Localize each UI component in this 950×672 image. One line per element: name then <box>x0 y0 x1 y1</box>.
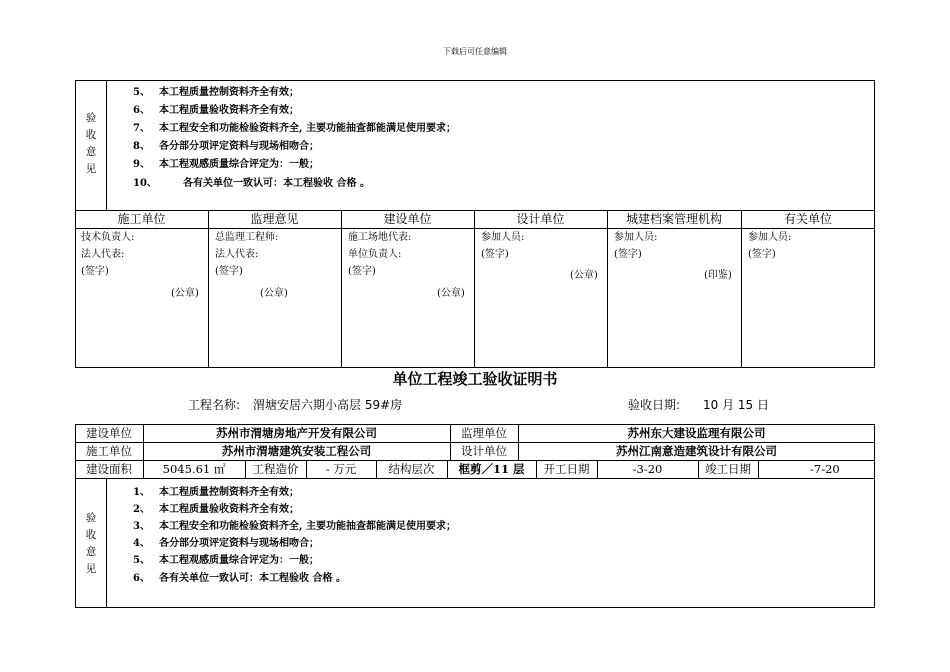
header-note: 下载后可任意编辑 <box>443 47 507 56</box>
upper-opinion-label: 验 收 意 见 <box>85 112 97 175</box>
design-unit: 苏州江南意造建筑设计有限公司 <box>616 444 777 458</box>
seal-label: (公章) <box>260 288 288 299</box>
area-label: 建设面积 <box>86 462 132 476</box>
opinion-item: 1、 本工程质量控制资料齐全有效； <box>133 487 299 498</box>
col-heading-archive: 城建档案管理机构 <box>625 212 722 226</box>
col-heading-related: 有关单位 <box>783 212 832 226</box>
accept-date-label: 验收日期: <box>628 398 681 412</box>
finish-date-label: 竣工日期 <box>705 462 751 476</box>
area-value: 5045.61 ㎡ <box>162 462 226 476</box>
opinion-item: 9、 本工程观感质量综合评定为：一般； <box>133 159 319 170</box>
structure-value: 框剪／11 层 <box>458 462 525 476</box>
signature-fields: 技术负责人: 法人代表: (签字) <box>81 232 135 277</box>
signature-fields: 参加人员: (签字) <box>481 232 525 260</box>
col-heading-construction: 施工单位 <box>117 212 166 226</box>
seal-label: (公章) <box>570 270 598 281</box>
certificate-title: 单位工程竣工验收证明书 <box>392 370 558 388</box>
build-unit-label: 建设单位 <box>86 426 132 440</box>
opinion-item: 5、 本工程观感质量综合评定为：一般； <box>133 555 319 566</box>
opinion-item: 2、 本工程质量验收资料齐全有效； <box>133 504 299 515</box>
structure-label: 结构层次 <box>388 462 435 476</box>
opinion-item: 7、 本工程安全和功能检验资料齐全, 主要功能抽查都能满足使用要求； <box>133 123 456 134</box>
construct-unit-label: 施工单位 <box>86 444 132 458</box>
cost-label: 工程造价 <box>252 462 299 476</box>
cost-value: - 万元 <box>325 462 357 476</box>
project-name: 渭塘安居六期小高层 59#房 <box>253 398 403 412</box>
seal-label: (公章) <box>171 288 199 299</box>
finish-date: -7-20 <box>810 462 840 476</box>
construct-unit: 苏州市渭塘建筑安装工程公司 <box>221 444 372 458</box>
accept-date: 10 月 15 日 <box>703 398 769 412</box>
opinion-item: 10、 各有关单位一致认可：本工程验收 合格 。 <box>133 178 370 189</box>
project-name-label: 工程名称: <box>188 398 241 412</box>
opinion-item: 4、 各分部分项评定资料与现场相吻合； <box>133 538 319 549</box>
seal-label: (印鉴) <box>704 270 732 281</box>
design-unit-label: 设计单位 <box>461 444 507 458</box>
opinion-item: 6、 本工程质量验收资料齐全有效； <box>133 105 299 116</box>
opinion-item: 6、 各有关单位一致认可：本工程验收 合格 。 <box>133 573 346 584</box>
build-unit: 苏州市渭塘房地产开发有限公司 <box>216 426 377 440</box>
signature-fields: 总监理工程师: 法人代表: (签字) <box>215 232 279 277</box>
seal-label: (公章) <box>437 288 465 299</box>
certificate-opinion-label: 验 收 意 见 <box>85 512 97 575</box>
supervise-unit-label: 监理单位 <box>461 426 507 440</box>
opinion-item: 3、 本工程安全和功能检验资料齐全, 主要功能抽查都能满足使用要求； <box>133 521 456 532</box>
supervise-unit: 苏州东大建设监理有限公司 <box>627 426 766 440</box>
signature-fields: 参加人员: (签字) <box>614 232 658 260</box>
col-heading-design: 设计单位 <box>516 212 565 226</box>
signature-fields: 参加人员: (签字) <box>748 232 792 260</box>
opinion-item: 5、 本工程质量控制资料齐全有效； <box>133 87 299 98</box>
opinion-item: 8、 各分部分项评定资料与现场相吻合； <box>133 141 319 152</box>
col-heading-owner: 建设单位 <box>383 212 432 226</box>
start-date-label: 开工日期 <box>543 462 590 476</box>
col-heading-supervision: 监理意见 <box>250 212 299 226</box>
signature-fields: 施工场地代表: 单位负责人: (签字) <box>348 232 412 277</box>
start-date: -3-20 <box>632 462 663 476</box>
